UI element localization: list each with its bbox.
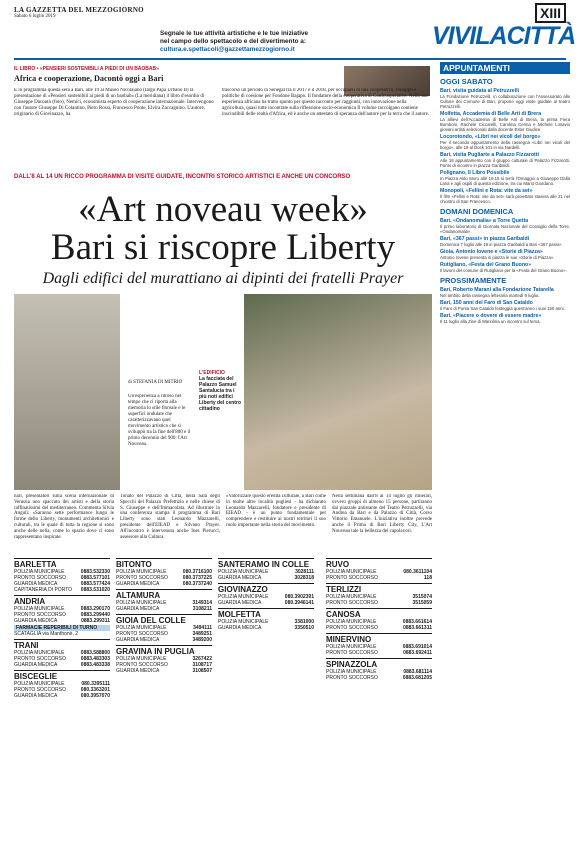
service-name: PRONTO SOCCORSO [14, 575, 66, 581]
event-text: Il primo laboratorio di Giornata Nazionale del Consiglio della Torre, «Ondanomalia». [440, 224, 570, 234]
city-heading: MINERVINO [326, 633, 432, 644]
service-row [14, 587, 110, 593]
service-name: POLIZIA MUNICIPALE [326, 644, 377, 650]
service-row [14, 662, 110, 668]
city-heading: TERLIZZI [326, 583, 432, 594]
service-row [218, 600, 314, 606]
service-row [14, 618, 110, 624]
notice-line-2: nel campo dello spettacolo e del divertimento a: [160, 38, 306, 45]
event-title: Polignano, Il Libro Possibile [440, 170, 510, 176]
article-title-line-2: Bari si riscopre Liberty [50, 227, 396, 268]
book-sidebar-body-right: trascorso un periodo in Senegal tra il 2017 e il 2018, per occuparsi di una cooperativa, sviluppo e politiche di coesione per Fondone Bajapo. Il fondatore della cooperativa di Confcooperative. Nella sua esperienza africana ha tratto spunto per questo racconto per raggiunti, con innovazione nella agricoltura, quasi tutte incontrate sulla riflessione socio-economica Il volume raccolgano contiene inscindibili delle realtà d'Africa, ed è anche un attestato di speranza dell'autore per la terra che il autore. [222, 88, 430, 117]
book-sidebar [14, 66, 432, 166]
event-title: Locorotondo, «Libri nei vicoli del borgo» [440, 134, 541, 140]
service-phone: 080.3611104 [403, 569, 432, 575]
service-name: PRONTO SOCCORSO [14, 656, 66, 662]
service-phone: 080.3957070 [80, 693, 110, 699]
event-title: Gioia, Antonio Iovene e «Storie di Piazza» [440, 249, 543, 255]
service-phone: 0883.299311 [81, 618, 110, 624]
service-name: POLIZIA MUNICIPALE [218, 594, 269, 600]
article-title-line-1: «Art noveau week» [78, 189, 368, 230]
caption-label: L'EDIFICIO [199, 370, 225, 376]
service-name: PRONTO SOCCORSO [116, 662, 168, 668]
service-name: GUARDIA MEDICA [14, 693, 58, 699]
event-text: La Fondazione Petruzzelli, in collaborazione con l'Assessorato alle Culture del Comune di Bari, propone oggi visite guidate al teatro Petruzzelli. [440, 94, 570, 109]
service-phone: 0883.299440 [80, 612, 110, 618]
service-phone: 0883.681114 [403, 669, 432, 675]
service-row [218, 625, 314, 631]
service-name: GUARDIA MEDICA [116, 637, 160, 643]
pharmacy-address: SCATAGLIA via Manthonè, 2 [14, 631, 79, 637]
services-column-2 [116, 556, 212, 674]
service-phone: 080.3902391 [284, 594, 314, 600]
service-phone: 0883.692411 [403, 650, 432, 656]
notice-email-link[interactable]: cultura.e.spettacoli@gazzettamezzogiorno.it [160, 46, 295, 53]
service-name: CAPITANERIA DI PORTO [14, 587, 73, 593]
city-heading: BITONTO [116, 558, 212, 569]
event-text: In Piazza Aldo Moro alle 19.15 si terrà l'Omaggio a Giuseppe Dalla Lana e agli ospiti di questa edizione, tra cui Mario Giordano. [440, 176, 570, 186]
event-text: Per il secondo appuntamento della rassegna «Libri nei vicoli del borgo», alle 19 al Dock 101 in via Nardelli. [440, 140, 570, 150]
service-phone: 3108211 [192, 606, 212, 612]
city-heading: SPINAZZOLA [326, 658, 432, 669]
service-phone: 080.3737225 [182, 575, 212, 581]
service-phone: 3515074 [412, 594, 432, 600]
event-text: Nel ambito della rassegna letteraria martedì 9 luglio. [440, 293, 540, 298]
service-name: GUARDIA MEDICA [116, 606, 160, 612]
service-phone: 3515059 [412, 600, 432, 606]
service-row [116, 606, 212, 612]
event-title: Bari, «367 passi» in piazza Garibaldi [440, 236, 530, 242]
service-phone: 0883.577424 [80, 581, 110, 587]
service-name: PRONTO SOCCORSO [326, 675, 378, 681]
service-name: POLIZIA MUNICIPALE [14, 606, 65, 612]
service-name: GUARDIA MEDICA [14, 662, 58, 668]
service-name: GUARDIA MEDICA [218, 625, 262, 631]
service-name: PRONTO SOCCORSO [14, 612, 66, 618]
event-title: Bari, visita guidata al Petruzzelli [440, 88, 519, 94]
service-phone: 0883.531020 [80, 587, 110, 593]
service-name: GUARDIA MEDICA [116, 581, 160, 587]
service-name: PRONTO SOCCORSO [326, 575, 378, 581]
service-name: POLIZIA MUNICIPALE [326, 669, 377, 675]
event-text: Il Faro di Punta San Cataldo festeggia quest'anno i suoi 150 anni. [440, 306, 565, 311]
city-heading: SANTERAMO IN COLLE [218, 558, 314, 569]
service-name: POLIZIA MUNICIPALE [116, 656, 167, 662]
service-phone: 0883.290170 [80, 606, 110, 612]
service-phone: 3108507 [192, 668, 212, 674]
service-row [326, 675, 432, 681]
article-column-3: «Valorizzare questo eredità culturale, a Bari come in molte altre località pugliesi - ha dichiarato Leonardo Mazzarelli, fondatore e presidente di EIEAD - è un punto fondamentale per comprendere e restituire ai nostri territori il suo ruolo importante nella storia del movimento. [226, 494, 326, 528]
events-header: APPUNTAMENTI [440, 62, 570, 74]
photo-caption [199, 370, 243, 412]
service-row [116, 668, 212, 674]
event-text: Il 11 luglio alla Zine di Mariolina un incontro sul tema. [440, 319, 541, 324]
service-phone: 080.3737240 [182, 581, 212, 587]
service-phone: 118 [423, 575, 432, 581]
service-phone: 080.3363201 [80, 687, 110, 693]
service-name: PRONTO SOCCORSO [116, 575, 168, 581]
article-lead: Un'esperienza a ritroso nel tempo che ci riporta alla memoria lo stile floreale e le superfici ondulate che caratterizzavano quel movimento artistico che si sviluppò tra la fine dell'800 e il primo decennio del 900: l'Art Nouveau. [128, 394, 191, 447]
service-phone: 3149314 [192, 600, 212, 606]
city-heading: RUVO [326, 558, 432, 569]
city-heading: TRANI [14, 639, 110, 650]
section-brand: VIVILACITTÀ [432, 22, 576, 50]
service-row [116, 637, 212, 643]
article-byline: di STEFANIA DI MITRIO [128, 380, 183, 385]
service-phone: 3028318 [294, 575, 314, 581]
service-name: PRONTO SOCCORSO [326, 625, 378, 631]
service-phone: 3489251 [192, 631, 212, 637]
service-name: POLIZIA MUNICIPALE [14, 650, 65, 656]
service-phone: 080.3946141 [284, 600, 314, 606]
service-row [14, 693, 110, 699]
service-phone: 080.3716100 [182, 569, 212, 575]
service-phone: 3489200 [192, 637, 212, 643]
service-name: GUARDIA MEDICA [218, 575, 262, 581]
service-phone: 0883.661311 [403, 625, 432, 631]
service-phone: 0883.483338 [80, 662, 110, 668]
service-phone: 0883.532330 [80, 569, 110, 575]
service-phone: 0883.588800 [80, 650, 110, 656]
events-sunday-list [440, 218, 570, 273]
event-text: La allievi dell'Accademia di Belle Arti di Brera, la prima Fiera Bomboni, Rachele Ciccarelli, Carolina Cerina e Michele Losavio giovani artisti selezionati dalla docente Ester Giudice. [440, 117, 570, 132]
services-column-4 [326, 556, 432, 681]
service-phone: 3350510 [294, 625, 314, 631]
service-phone: 3381000 [294, 619, 314, 625]
article-column-1: nari, presentatori sulla scena internazionale di Venezia uno spaccato dei artisti e della storia raffinatissimi del mediterraneo. Commenta Silvia Anguli: «Saranno sette performance lungo le forme dello Liberty, monumenti architettonici e culturali, tra le quale di tutta la regione si sono anche delle nella, come lo spazio dove ci sono rappresentano inspirate. [14, 494, 114, 540]
masthead-rule [14, 58, 566, 60]
book-sidebar-left [14, 66, 334, 85]
service-row [218, 575, 314, 581]
service-name: GUARDIA MEDICA [116, 668, 160, 674]
service-name: POLIZIA MUNICIPALE [14, 681, 65, 687]
building-photo-left [14, 294, 120, 490]
service-phone: 3494111 [193, 625, 212, 631]
event-title: Bari, «Ondanomalia» a Torre Quetta [440, 218, 529, 224]
service-phone: 0883.691014 [402, 644, 432, 650]
service-name: POLIZIA MUNICIPALE [326, 619, 377, 625]
service-name: POLIZIA MUNICIPALE [116, 600, 167, 606]
city-heading: BARLETTA [14, 558, 110, 569]
service-phone: 3108717 [192, 662, 212, 668]
event-text: Domenica 7 luglio alle 19 in piazza Garibaldi a Bari «367 passi». [440, 242, 563, 247]
service-row [326, 650, 432, 656]
event-title: Bari, 150 anni del Faro di San Cataldo [440, 300, 533, 306]
service-name: POLIZIA MUNICIPALE [326, 594, 377, 600]
service-name: PRONTO SOCCORSO [326, 650, 378, 656]
service-row [326, 625, 432, 631]
service-name: GUARDIA MEDICA [218, 600, 262, 606]
events-today-list [440, 88, 570, 204]
service-phone: 3267422 [192, 656, 212, 662]
liberty-facade-photo [244, 294, 432, 490]
article-column-4: Nella settimana dall'8 al 14 luglio gli itinerari, ovvero gruppi di almeno 15 persone, partiranno dal piazzale antistante del Teatro Petruzzelli, via Andrea da Bari e da Palazzo di Città, Corso Vittorio Emanuele. L'iniziativa inoltre prevede anche il Prima di Bari Liberty City, L'Art Nouveau tale la bellezza dei capolavori. [332, 494, 432, 534]
service-name: POLIZIA MUNICIPALE [116, 625, 167, 631]
city-heading: ANDRIA [14, 595, 110, 606]
event-text: Il lavoro del comune di Rutigliano per la «Festa del Grano Buono». [440, 268, 567, 273]
event-title: Rutigliano, «Festa del Grano Buono» [440, 262, 532, 268]
service-name: POLIZIA MUNICIPALE [326, 569, 377, 575]
events-upcoming-heading: PROSSIMAMENTE [440, 276, 507, 285]
service-name: GUARDIA MEDICA [14, 618, 58, 624]
event-text: Antonio Iovene presenta in piazza le sue «Storie di Piazza». [440, 255, 555, 260]
service-name: PRONTO SOCCORSO [14, 687, 66, 693]
city-heading: GIOIA DEL COLLE [116, 614, 212, 625]
book-sidebar-label: IL LIBRO • «PENSIERI SOSTENIBILI A PIEDI DI UN BAOBAB» [14, 66, 159, 72]
city-heading: MOLFETTA [218, 608, 314, 619]
masthead [0, 0, 580, 58]
submission-notice [160, 30, 420, 54]
event-title: Monopoli, «Fellini e Rota: vite da set» [440, 188, 533, 194]
caption-text: La facciata del Palazzo Samuel Santalucia tra i più noti edifici Liberty del centro cittadino [199, 376, 241, 412]
article-kicker: DALL'8 AL 14 UN RICCO PROGRAMMA DI VISITE GUIDATE, INCONTRI STORICO ARTISTICI E ANCHE UN CONCORSO [14, 174, 351, 180]
service-phone: 3028111 [295, 569, 314, 575]
event-text: Alle 18 appuntamento con il gruppo culturale di Palazzo Fizzarotti. Punto di incontro in piazza Garibaldi. [440, 158, 570, 168]
page-number: XIII [535, 3, 566, 23]
book-sidebar-title: Africa e cooperazione, Dacontò oggi a Bari [14, 74, 164, 83]
service-name: PRONTO SOCCORSO [116, 631, 168, 637]
service-phone: 0883.577101 [80, 575, 110, 581]
events-column [440, 62, 570, 324]
event-title: Bari, «Piacere o dovere di essere madre» [440, 313, 542, 319]
notice-line-1: Segnale le tue attività artistiche e le tue iniziative [160, 30, 309, 37]
service-name: POLIZIA MUNICIPALE [218, 569, 269, 575]
service-phone: 080.3395111 [81, 681, 110, 687]
service-name: PRONTO SOCCORSO [326, 600, 378, 606]
newspaper-name: LA GAZZETTA DEL MEZZOGIORNO [14, 6, 144, 14]
book-sidebar-body: È in programma questa sera a Bari, alle 19 al Museo Nicolaiano (largo Papa Urbano II) la presentazione di «Pensieri sostenibili ai piedi di un baobab» (La meridiana) il libro d'esordio di Giuseppe Dacontò (foto), Nemici, economista esperto di cooperazione internazionale. Intervengono con l'autore Giuseppe Di Colantino, Piero Rossi, Francesco Ponte, Elvira Zaccagnino. L'autore, originario di Giovinazzo, ha [14, 88, 214, 117]
service-name: POLIZIA MUNICIPALE [218, 619, 269, 625]
article-summary: Dagli edifici del murattiano ai dipinti dei fratelli Prayer [42, 270, 404, 287]
service-row [326, 600, 432, 606]
services-column-3 [218, 556, 314, 631]
event-title: Molfetta, Accademia di Belle Arti di Brera [440, 111, 542, 117]
service-phone: 0883.661614 [402, 619, 432, 625]
service-name: GUARDIA MEDICA [14, 581, 58, 587]
city-heading: BISCEGLIE [14, 670, 110, 681]
service-name: POLIZIA MUNICIPALE [14, 569, 65, 575]
services-column-1 [14, 556, 110, 699]
service-phone: 0883.681205 [402, 675, 432, 681]
city-heading: CANOSA [326, 608, 432, 619]
event-title: Bari, Roberto Marani alla Fondazione Tatarella [440, 287, 554, 293]
service-row [326, 575, 432, 581]
pharmacy-band: FARMACIE REPERIBILI DI TURNO [14, 625, 110, 631]
events-today-heading: OGGI SABATO [440, 77, 493, 86]
event-text: Il film «Fellini e Rota: vite da set» sarà proiettato stasera alle 21 nel chiostro di San Francesco. [440, 194, 570, 204]
service-phone: 0883.483303 [80, 656, 110, 662]
event-title: Bari, visita Pugliarte a Palazzo Fizzarotti [440, 152, 539, 158]
service-name: POLIZIA MUNICIPALE [116, 569, 167, 575]
events-sunday-heading: DOMANI DOMENICA [440, 207, 514, 216]
city-heading: GRAVINA IN PUGLIA [116, 645, 212, 656]
service-row [116, 581, 212, 587]
city-heading: ALTAMURA [116, 589, 212, 600]
events-upcoming-list [440, 287, 570, 324]
article-column-2: Tonato del Palazzo di Città, nella Sala degli Specchi del Palazzo Prefettizio e nelle chiese di S. Giuseppe e dell'Immacolata. Ad illustrare in una conferenza stampa il programma di Bari Liberty sono stati Leonardo Mazzarelli, presidente dell'EIEAD e Silvano Prayer. All'incontro è intervenuta anche Ines Pierucci, assessore alla Cultura. [120, 494, 220, 540]
city-heading: GIOVINAZZO [218, 583, 314, 594]
publication-date: Sabato 6 luglio 2019 [14, 14, 56, 19]
